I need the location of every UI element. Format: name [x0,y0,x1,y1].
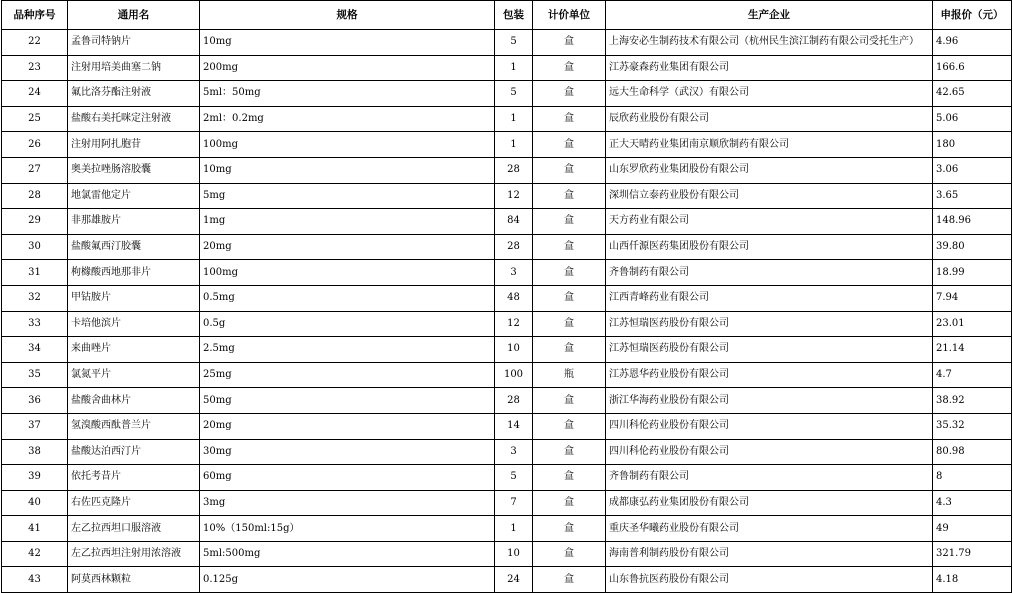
table-row [2,209,1012,235]
cell-declared-price: 80.98 [933,439,1012,465]
cell-generic-name: 依托考昔片 [68,465,200,491]
cell-manufacturer: 辰欣药业股份有限公司 [606,106,933,132]
cell-unit: 盒 [533,260,606,286]
cell-specification: 10mg [200,30,495,56]
cell-declared-price: 321.79 [933,541,1012,567]
cell-declared-price: 4.7 [933,362,1012,388]
cell-specification: 1mg [200,209,495,235]
cell-unit: 盒 [533,132,606,158]
table-row [2,541,1012,567]
table-row [2,132,1012,158]
cell-specification: 60mg [200,465,495,491]
cell-specification: 0.125g [200,567,495,593]
cell-unit: 盒 [533,516,606,542]
cell-index: 30 [2,234,68,260]
table-row [2,81,1012,107]
cell-index: 23 [2,55,68,81]
cell-index: 25 [2,106,68,132]
cell-specification: 5mg [200,183,495,209]
table-row [2,106,1012,132]
cell-package: 1 [495,106,533,132]
cell-specification: 10mg [200,157,495,183]
cell-manufacturer: 远大生命科学（武汉）有限公司 [606,81,933,107]
cell-unit: 盒 [533,567,606,593]
cell-unit: 瓶 [533,362,606,388]
cell-generic-name: 氢溴酸西酞普兰片 [68,413,200,439]
cell-index: 24 [2,81,68,107]
cell-package: 5 [495,30,533,56]
cell-manufacturer: 深圳信立泰药业股份有限公司 [606,183,933,209]
cell-specification: 100mg [200,132,495,158]
header-package: 包装 [495,1,533,30]
cell-generic-name: 盐酸舍曲林片 [68,388,200,414]
cell-manufacturer: 天方药业有限公司 [606,209,933,235]
cell-generic-name: 卡培他滨片 [68,311,200,337]
cell-unit: 盒 [533,157,606,183]
table-row [2,55,1012,81]
cell-unit: 盒 [533,183,606,209]
cell-package: 3 [495,439,533,465]
cell-generic-name: 注射用培美曲塞二钠 [68,55,200,81]
cell-index: 41 [2,516,68,542]
cell-declared-price: 39.80 [933,234,1012,260]
table-row [2,465,1012,491]
cell-manufacturer: 成都康弘药业集团股份有限公司 [606,490,933,516]
cell-generic-name: 来曲唑片 [68,337,200,363]
cell-declared-price: 7.94 [933,285,1012,311]
cell-generic-name: 枸橼酸西地那非片 [68,260,200,286]
cell-specification: 5ml:500mg [200,541,495,567]
cell-specification: 25mg [200,362,495,388]
cell-unit: 盒 [533,439,606,465]
cell-index: 27 [2,157,68,183]
table-row [2,30,1012,56]
cell-specification: 20mg [200,413,495,439]
cell-manufacturer: 山东罗欣药业集团股份有限公司 [606,157,933,183]
cell-manufacturer: 四川科伦药业股份有限公司 [606,439,933,465]
cell-manufacturer: 浙江华海药业股份有限公司 [606,388,933,414]
cell-package: 5 [495,81,533,107]
cell-unit: 盒 [533,234,606,260]
cell-generic-name: 阿莫西林颗粒 [68,567,200,593]
cell-declared-price: 5.06 [933,106,1012,132]
cell-index: 35 [2,362,68,388]
cell-index: 38 [2,439,68,465]
cell-index: 22 [2,30,68,56]
cell-manufacturer: 江苏豪森药业集团有限公司 [606,55,933,81]
cell-declared-price: 166.6 [933,55,1012,81]
cell-unit: 盒 [533,30,606,56]
cell-specification: 5ml：50mg [200,81,495,107]
cell-declared-price: 21.14 [933,337,1012,363]
cell-declared-price: 4.3 [933,490,1012,516]
cell-manufacturer: 齐鲁制药有限公司 [606,465,933,491]
cell-generic-name: 地氯雷他定片 [68,183,200,209]
cell-declared-price: 8 [933,465,1012,491]
cell-package: 10 [495,541,533,567]
cell-index: 32 [2,285,68,311]
cell-manufacturer: 江苏恒瑞医药股份有限公司 [606,337,933,363]
cell-index: 37 [2,413,68,439]
cell-unit: 盒 [533,106,606,132]
cell-index: 29 [2,209,68,235]
cell-package: 14 [495,413,533,439]
cell-unit: 盒 [533,413,606,439]
cell-specification: 200mg [200,55,495,81]
cell-specification: 0.5g [200,311,495,337]
cell-generic-name: 注射用阿扎胞苷 [68,132,200,158]
cell-index: 31 [2,260,68,286]
cell-manufacturer: 重庆圣华曦药业股份有限公司 [606,516,933,542]
drug-price-table [1,0,1012,593]
table-header-row [2,1,1012,30]
table-row [2,234,1012,260]
cell-specification: 100mg [200,260,495,286]
cell-declared-price: 148.96 [933,209,1012,235]
header-index: 品种序号 [2,1,68,30]
table-row [2,567,1012,593]
table-row [2,311,1012,337]
cell-unit: 盒 [533,337,606,363]
cell-specification: 2ml：0.2mg [200,106,495,132]
cell-index: 40 [2,490,68,516]
cell-generic-name: 盐酸氟西汀胶囊 [68,234,200,260]
table-row [2,157,1012,183]
cell-specification: 30mg [200,439,495,465]
cell-unit: 盒 [533,209,606,235]
cell-package: 28 [495,388,533,414]
header-declared-price: 申报价（元） [933,1,1012,30]
cell-specification: 3mg [200,490,495,516]
table-body [2,30,1012,593]
cell-manufacturer: 正大天晴药业集团南京顺欣制药有限公司 [606,132,933,158]
cell-package: 100 [495,362,533,388]
header-manufacturer: 生产企业 [606,1,933,30]
cell-declared-price: 42.65 [933,81,1012,107]
table-row [2,260,1012,286]
cell-manufacturer: 四川科伦药业股份有限公司 [606,413,933,439]
cell-unit: 盒 [533,285,606,311]
header-generic-name: 通用名 [68,1,200,30]
cell-package: 24 [495,567,533,593]
cell-unit: 盒 [533,388,606,414]
cell-declared-price: 180 [933,132,1012,158]
cell-package: 28 [495,234,533,260]
cell-specification: 2.5mg [200,337,495,363]
cell-specification: 10%（150ml:15g） [200,516,495,542]
cell-generic-name: 非那雄胺片 [68,209,200,235]
cell-specification: 0.5mg [200,285,495,311]
table-row [2,183,1012,209]
table-row [2,388,1012,414]
cell-unit: 盒 [533,490,606,516]
cell-package: 12 [495,311,533,337]
cell-declared-price: 3.06 [933,157,1012,183]
cell-generic-name: 奥美拉唑肠溶胶囊 [68,157,200,183]
cell-package: 1 [495,516,533,542]
cell-unit: 盒 [533,541,606,567]
table-row [2,490,1012,516]
cell-index: 39 [2,465,68,491]
cell-declared-price: 3.65 [933,183,1012,209]
table-row [2,516,1012,542]
cell-package: 1 [495,132,533,158]
cell-generic-name: 孟鲁司特钠片 [68,30,200,56]
cell-generic-name: 左乙拉西坦口服溶液 [68,516,200,542]
cell-declared-price: 18.99 [933,260,1012,286]
cell-manufacturer: 齐鲁制药有限公司 [606,260,933,286]
cell-manufacturer: 海南普利制药股份有限公司 [606,541,933,567]
cell-unit: 盒 [533,311,606,337]
cell-unit: 盒 [533,81,606,107]
cell-index: 43 [2,567,68,593]
cell-package: 10 [495,337,533,363]
cell-specification: 20mg [200,234,495,260]
cell-declared-price: 35.32 [933,413,1012,439]
table-row [2,413,1012,439]
cell-declared-price: 49 [933,516,1012,542]
cell-index: 34 [2,337,68,363]
cell-manufacturer: 江西青峰药业有限公司 [606,285,933,311]
cell-declared-price: 38.92 [933,388,1012,414]
cell-manufacturer: 江苏恩华药业股份有限公司 [606,362,933,388]
cell-index: 33 [2,311,68,337]
table-row [2,337,1012,363]
cell-index: 42 [2,541,68,567]
cell-generic-name: 盐酸右美托咪定注射液 [68,106,200,132]
cell-package: 48 [495,285,533,311]
cell-declared-price: 4.18 [933,567,1012,593]
table-row [2,439,1012,465]
cell-specification: 50mg [200,388,495,414]
cell-package: 28 [495,157,533,183]
cell-package: 12 [495,183,533,209]
cell-generic-name: 甲钴胺片 [68,285,200,311]
cell-index: 36 [2,388,68,414]
cell-unit: 盒 [533,465,606,491]
cell-package: 7 [495,490,533,516]
header-unit: 计价单位 [533,1,606,30]
cell-manufacturer: 江苏恒瑞医药股份有限公司 [606,311,933,337]
table-row [2,362,1012,388]
cell-package: 5 [495,465,533,491]
cell-unit: 盒 [533,55,606,81]
cell-declared-price: 4.96 [933,30,1012,56]
cell-manufacturer: 山西仟源医药集团股份有限公司 [606,234,933,260]
cell-package: 84 [495,209,533,235]
header-specification: 规格 [200,1,495,30]
cell-package: 1 [495,55,533,81]
table-row [2,285,1012,311]
cell-manufacturer: 上海安必生制药技术有限公司（杭州民生滨江制药有限公司受托生产） [606,30,933,56]
cell-generic-name: 盐酸达泊西汀片 [68,439,200,465]
cell-index: 28 [2,183,68,209]
cell-generic-name: 左乙拉西坦注射用浓溶液 [68,541,200,567]
cell-declared-price: 23.01 [933,311,1012,337]
cell-generic-name: 右佐匹克隆片 [68,490,200,516]
cell-manufacturer: 山东鲁抗医药股份有限公司 [606,567,933,593]
cell-index: 26 [2,132,68,158]
cell-package: 3 [495,260,533,286]
cell-generic-name: 氯氮平片 [68,362,200,388]
cell-generic-name: 氟比洛芬酯注射液 [68,81,200,107]
